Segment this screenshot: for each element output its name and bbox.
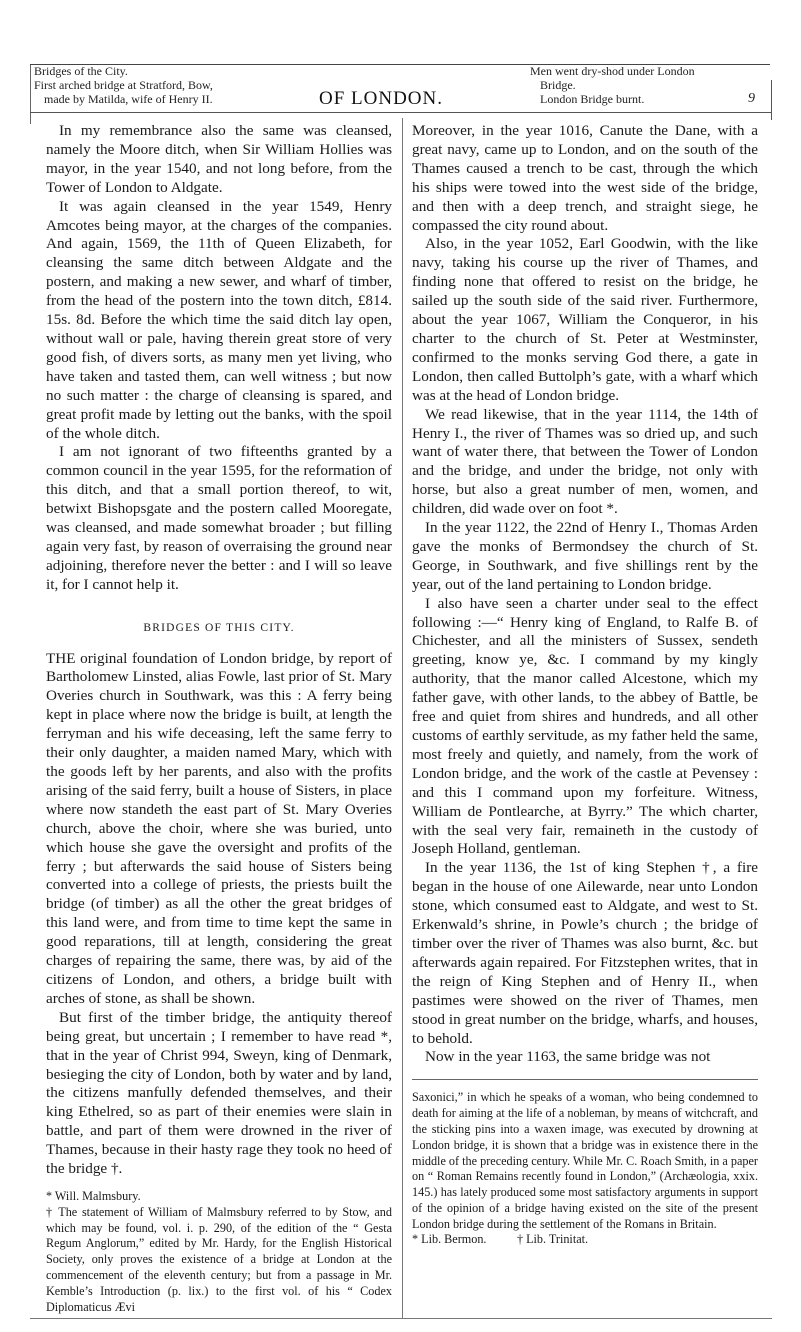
marginal-note: made by Matilda, wife of Henry II. <box>44 92 213 106</box>
header-bottom-rule <box>30 112 772 113</box>
section-heading: BRIDGES OF THIS CITY. <box>143 621 295 634</box>
running-head-left <box>34 64 274 106</box>
marginal-note: Bridges of the City. <box>34 64 128 78</box>
header-left-border <box>30 64 31 124</box>
marginal-note: Men went dry-shod under London <box>530 64 695 78</box>
paragraph: In the year 1122, the 22nd of Henry I., Thomas Arden gave the monks of Bermondsey the church of St. George, in Southwark, and five shillings rent by the year, out of the land pertaining to London bridge. <box>412 519 758 593</box>
header-right-border <box>771 80 772 120</box>
page-number: 9 <box>748 91 755 106</box>
paragraph: I also have seen a charter under seal to the effect following :—“ Henry king of England, to Ralfe B. of Chichester, and all the ministers of Sussex, sendeth greeting, know ye, &c. I command by my kingly authority, that the manor called Alcestone, which my father gave, with other lands, to the abbey of Battle, be free and quiet from shires and hundreds, and all other customs of earthly servitude, as my father held the same, most freely and quietly, and namely, from the work of London bridge, and the work of the castle at Pevensey : and this I command upon my forfeiture. Witness, William de Pontlearche, at Byrry.” The which charter, with the seal very fair, remaineth in the custody of Joseph Holland, gentleman. <box>412 594 758 858</box>
footnote: † The statement of William of Malmsbury referred to by Stow, and which may be found, vol. i. p. 290, of the edition of the “ Gesta Regum Anglorum,” edited by Mr. Hardy, for the English Historical Society, only proves the existence of a bridge at London at the commencement of the eleventh century; but from a passage in Mr. Kemble’s Introduction (p. lix.) to the first vol. of his “ Codex Diplomaticus Ævi <box>46 1204 392 1314</box>
paragraph: In my remembrance also the same was cleansed, namely the Moore ditch, when Sir William Hollies was mayor, in the year 1540, and not long before, from the Tower of London to Aldgate. <box>46 122 392 196</box>
running-title: OF LONDON. <box>319 88 443 109</box>
column-divider <box>402 118 403 1318</box>
paragraph: It was again cleansed in the year 1549, Henry Amcotes being mayor, at the charges of the companies. And again, 1569, the 11th of Queen Elizabeth, for cleansing the same ditch between Aldgate and the postern, and making a new sewer, and wharf of timber, from the head of the postern into the town ditch, £814. 15s. 8d. Before the which time the said ditch lay open, without wall or pale, having therein great store of very good fish, of divers sorts, as many men yet living, who have taken and tasted them, can well witness ; but now no such matter : the charge of cleansing is spared, and great profit made by letting out the banks, with the spoil of the whole ditch. <box>46 197 392 442</box>
paragraph: Also, in the year 1052, Earl Goodwin, with the like navy, taking his course up the river of Thames, and finding none that offered to resist on the bridge, he sailed up the south side of the said river. Furthermore, about the year 1067, William the Conqueror, in his charter to the church of St. Peter at Westminster, confirmed to the monks serving God there, a gate in London, then called Buttolph’s gate, with a wharf which was at the head of London bridge. <box>412 235 758 404</box>
right-column <box>412 122 758 1248</box>
paragraph: Now in the year 1163, the same bridge was not <box>425 1048 711 1066</box>
paragraph: THE original foundation of London bridge, by report of Bartholomew Linsted, alias Fowle, last prior of St. Mary Overies church in Southwark, was this : A ferry being kept in place where now the bridge is built, at length the ferryman and his wife deceasing, left the same ferry to their only daughter, a maiden named Mary, which with the goods left by her parents, and also with the profits arising of the said ferry, built a house of Sisters, in place where now standeth the east part of St. Mary Overies church, above the choir, where she was buried, unto which house she gave the oversight and profits of the ferry ; but afterwards the said house of Sisters being converted into a college of priests, the priests built the bridge (of timber) as all the other the great bridges of this land were, and from time to time kept the same in good reparations, till at length, considering the great charges of repairing the same, there was, by aid of the citizens of London, and others, a bridge built with arches of stone, as shall be shown. <box>46 649 392 1007</box>
footnotes-left <box>46 1189 392 1315</box>
footnote: * Lib. Bermon. † Lib. Trinitat. <box>412 1232 589 1247</box>
footnote: Saxonici,” in which he speaks of a woman, who being condemned to death for aiming at the life of a nobleman, by means of witchcraft, and the sticking pins into a waxen image, was executed by drowning at London bridge, it is shown that a bridge was in existence there in the middle of the preceding century. While Mr. C. Roach Smith, in a paper on “ Roman Remains recently found in London,” (Archæologia, xxix. 145.) has lately produced some most satisfactory arguments in support of the opinion of a bridge having existed on the site of the present London bridge during the settlement of the Romans in Britain. <box>412 1090 758 1231</box>
footnotes-right <box>412 1090 758 1248</box>
page-bottom-rule <box>30 1318 772 1319</box>
paragraph: We read likewise, that in the year 1114, the 14th of Henry I., the river of Thames was so dried up, and such want of water there, that between the Tower of London and the bridge, and under the bridge, not only with horse, but also a great number of men, women, and children, did wade over on foot *. <box>412 405 758 518</box>
footnote-rule <box>412 1079 758 1080</box>
running-head-right <box>530 64 710 106</box>
paragraph: Moreover, in the year 1016, Canute the Dane, with a great navy, came up to London, and on the south of the Thames caused a trench to be cast, through the which his ships were towed into the west side of the bridge, and then with a deep trench, and straight siege, he compassed the city round about. <box>412 122 758 234</box>
marginal-note: London Bridge burnt. <box>540 92 645 106</box>
paragraph: But first of the timber bridge, the antiquity thereof being great, but uncertain ; I remember to have read *, that in the year of Christ 994, Sweyn, king of Denmark, besieging the city of London, both by water and by land, the citizens manfully defended themselves, and their king Ethelred, so as part of their enemies were slain in battle, and part of them were drowned in the river of Thames, because in their hasty rage they took no heed of the bridge †. <box>46 1008 392 1178</box>
marginal-note: First arched bridge at Stratford, Bow, <box>34 78 213 92</box>
marginal-note: Bridge. <box>540 78 576 92</box>
left-column <box>46 122 392 1315</box>
paragraph: In the year 1136, the 1st of king Stephen †, a fire began in the house of one Ailewarde, near unto London stone, which consumed east to Aldgate, and west to St. Erkenwald’s shrine, in Powle’s church ; the bridge of timber over the river of Thames was also burnt, &c. but afterwards again repaired. For Fitzstephen writes, that in the reign of King Stephen and of Henry II., when pastimes were showed on the river of Thames, men stood in great number on the bridge, wharfs, and houses, to behold. <box>412 859 758 1047</box>
footnote: * Will. Malmsbury. <box>46 1188 141 1203</box>
paragraph: I am not ignorant of two fifteenths granted by a common council in the year 1595, for the reformation of this ditch, and that a small portion thereof, to wit, betwixt Bishopsgate and the postern called Mooregate, was cleansed, and made somewhat broader ; but filling again very fast, by reason of overraising the ground near adjoining, therefore never the better : and I will so leave it, for I cannot help it. <box>46 443 392 593</box>
